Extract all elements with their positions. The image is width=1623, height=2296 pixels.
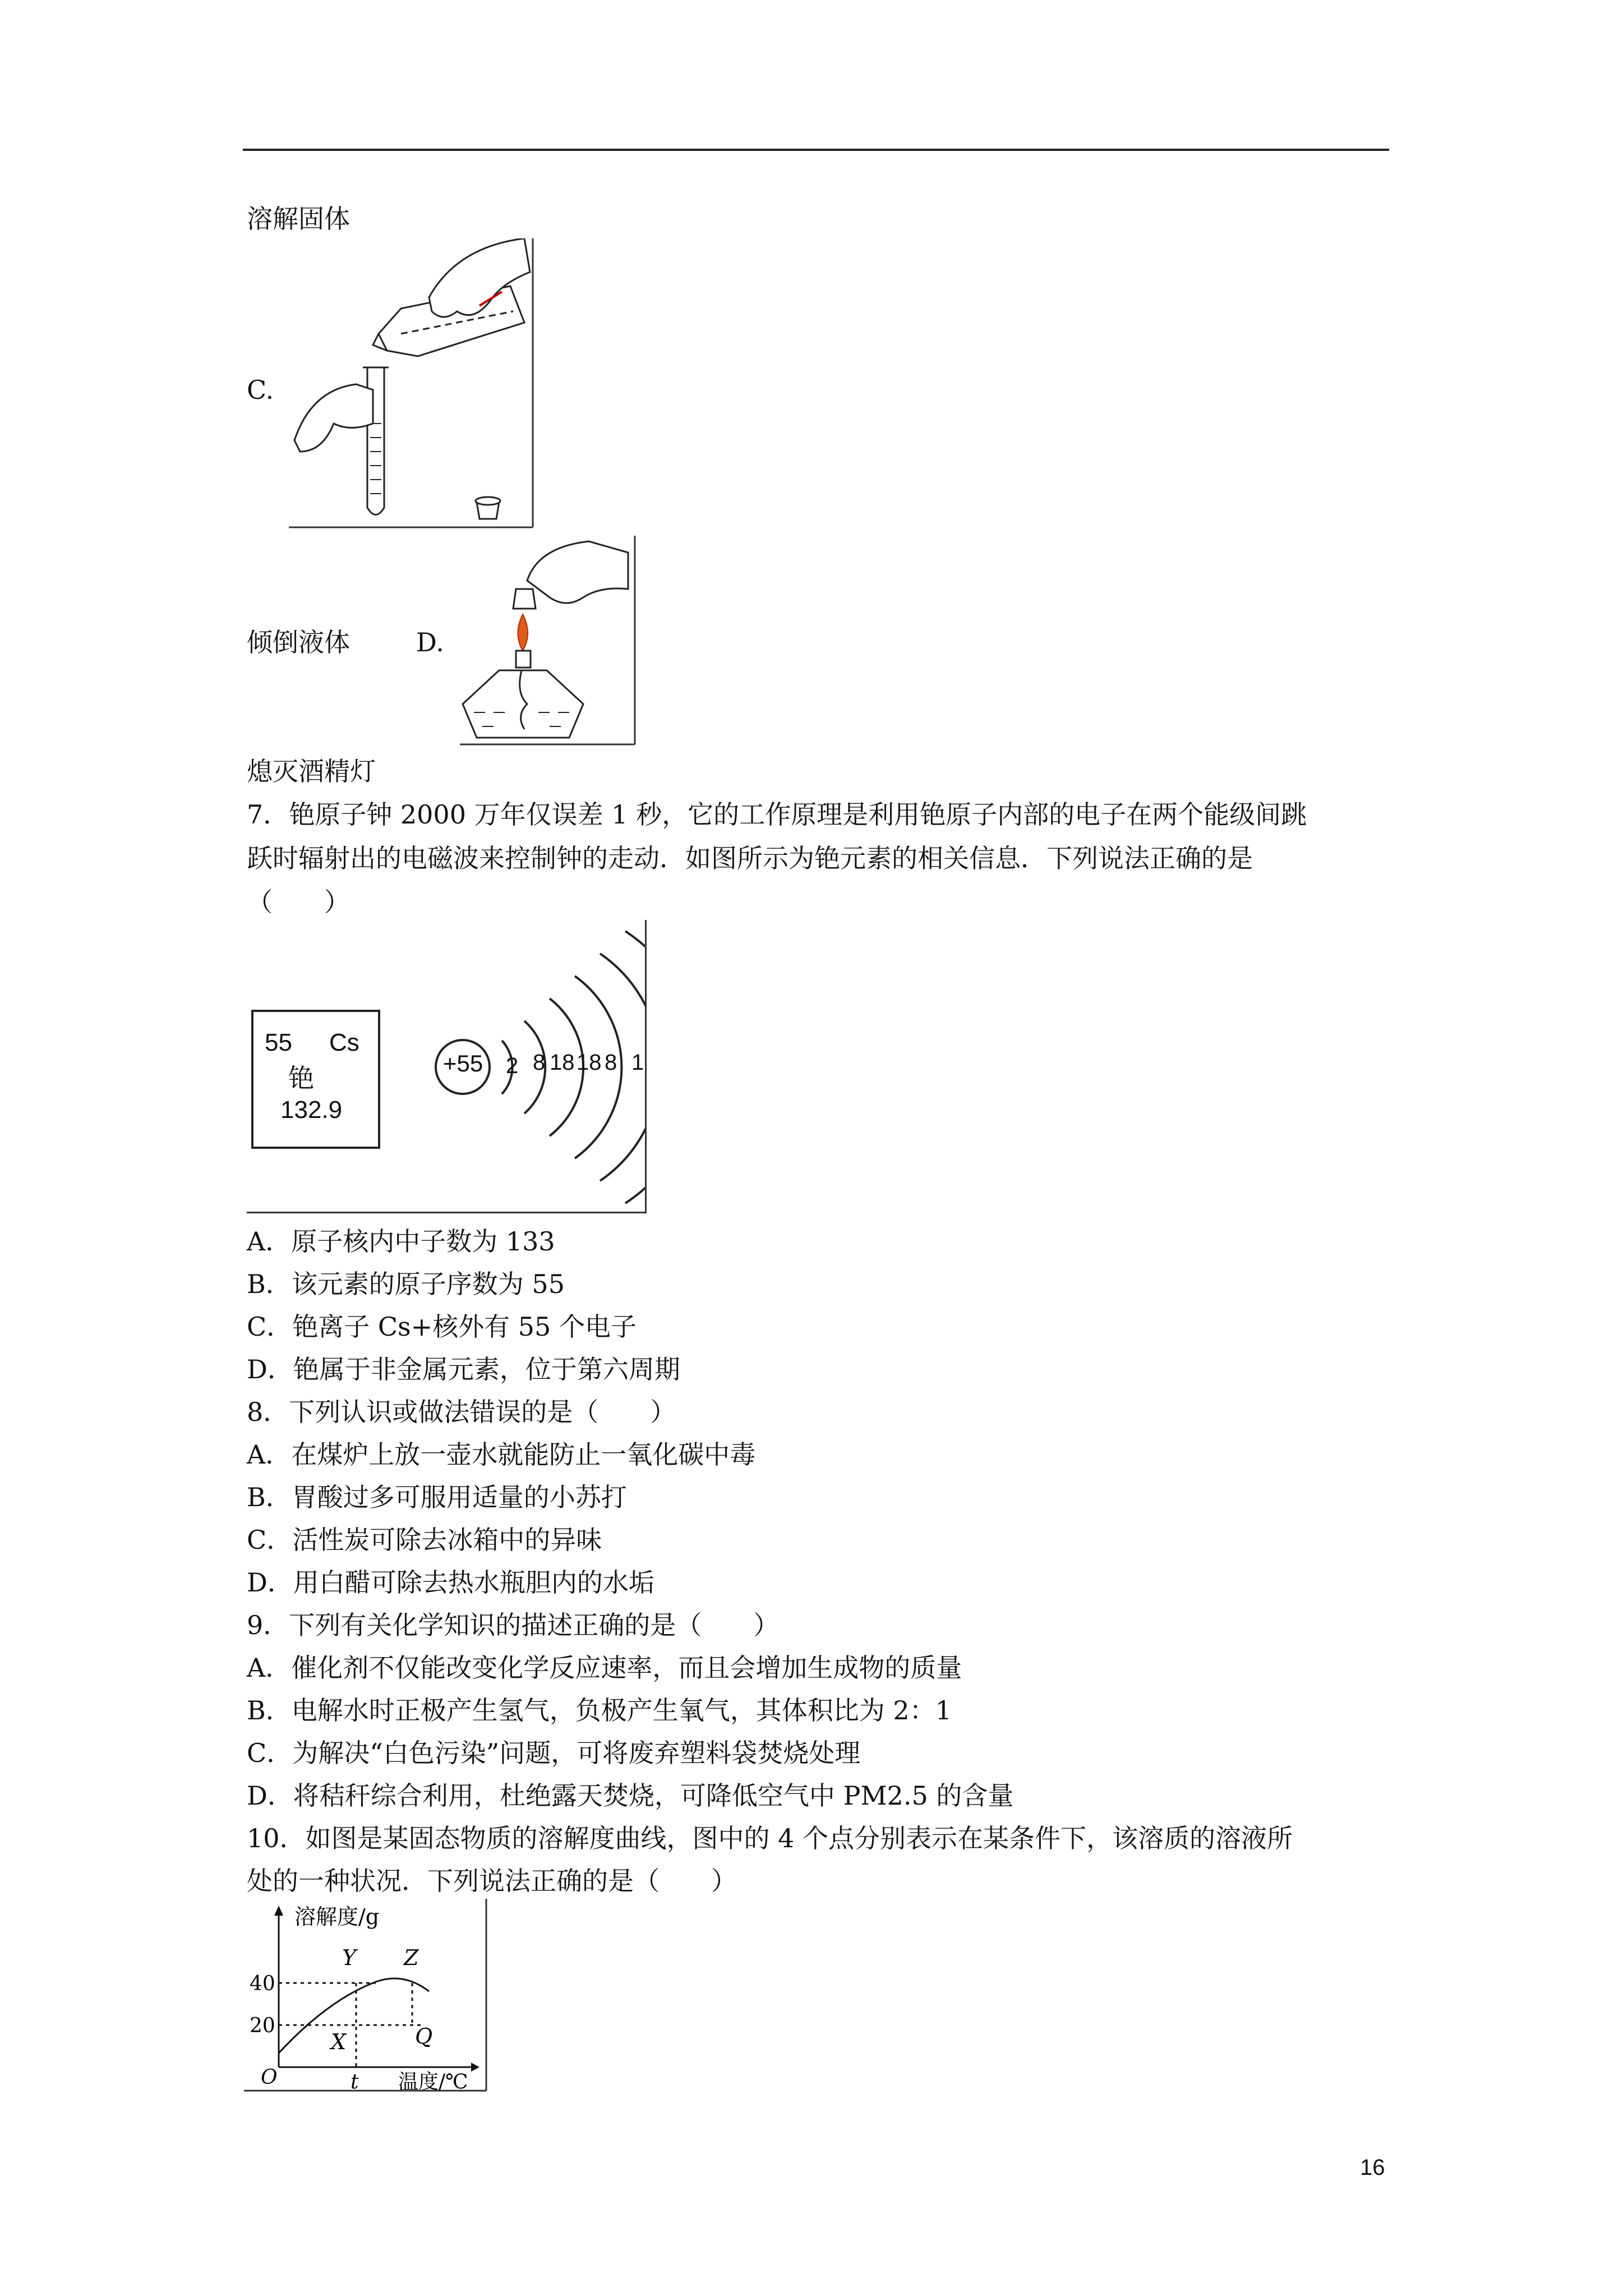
point-z-label: Z [404, 1945, 419, 1970]
point-x-label: X [331, 2030, 347, 2054]
caption-extinguish-lamp: 熄灭酒精灯 [247, 756, 376, 786]
extinguish-lamp-illustration [460, 536, 637, 746]
q8-option-c: C．活性炭可除去冰箱中的异味 [247, 1525, 602, 1555]
shell-6-electrons: 1 [631, 1050, 644, 1075]
element-card [251, 1010, 380, 1149]
caption-pour-liquid: 倾倒液体 [247, 627, 350, 657]
q8-option-b: B．胃酸过多可服用适量的小苏打 [247, 1482, 627, 1512]
q9-option-b: B．电解水时正极产生氢气，负极产生氧气，其体积比为 2：1 [247, 1695, 952, 1726]
q9-option-d: D．将秸秆综合利用，杜绝露天焚烧，可降低空气中 PM2.5 的含量 [247, 1780, 1014, 1811]
caption-dissolve-solid: 溶解固体 [247, 204, 350, 234]
x-axis-label: 温度/℃ [398, 2070, 468, 2092]
q8-option-a: A．在煤炉上放一壶水就能防止一氧化碳中毒 [247, 1439, 756, 1470]
shell-4-electrons: 18 [577, 1050, 602, 1075]
point-q-label: Q [415, 2024, 433, 2049]
shell-3-electrons: 18 [550, 1050, 575, 1075]
y-tick-40: 40 [250, 1972, 275, 1995]
solubility-curve [279, 1978, 429, 2053]
q7-option-d: D．铯属于非金属元素，位于第六周期 [247, 1354, 680, 1384]
header-rule [243, 149, 1389, 151]
origin-label: O [261, 2066, 278, 2089]
q8-option-d: D．用白醋可除去热水瓶胆内的水垢 [247, 1567, 654, 1598]
q10-stem-line2: 处的一种状况．下列说法正确的是（ ） [247, 1866, 737, 1896]
option-c-letter: C. [247, 375, 274, 405]
q7-stem-line2: 跃时辐射出的电磁波来控制钟的走动．如图所示为铯元素的相关信息．下列说法正确的是 [247, 843, 1253, 873]
shell-5-electrons: 8 [605, 1050, 617, 1075]
x-tick-t: t [351, 2070, 359, 2092]
y-axis-label: 溶解度/g [294, 1904, 380, 1929]
q7-option-b: B．该元素的原子序数为 55 [247, 1269, 565, 1299]
option-d-letter: D. [416, 627, 444, 657]
shell-2-electrons: 8 [533, 1050, 546, 1075]
q8-stem: 8．下列认识或做法错误的是（ ） [247, 1397, 676, 1427]
q7-option-a: A．原子核内中子数为 133 [247, 1226, 555, 1257]
pour-liquid-illustration [289, 238, 538, 533]
point-y-label: Y [342, 1945, 357, 1970]
guide-lines [279, 1983, 423, 2067]
atomic-number: 55 [265, 1029, 292, 1056]
q10-stem-line1: 10．如图是某固态物质的溶解度曲线，图中的 4 个点分别表示在某条件下，该溶质的溶液所 [247, 1823, 1293, 1853]
q7-stem-line3: （ ） [247, 887, 350, 917]
cesium-info-figure [247, 920, 647, 1213]
y-tick-20: 20 [250, 2014, 275, 2037]
element-symbol: Cs [329, 1029, 359, 1056]
nucleus-charge: +55 [443, 1050, 483, 1076]
q9-option-c: C．为解决“白色污染”问题，可将废弃塑料袋焚烧处理 [247, 1738, 861, 1768]
shell-1-electrons: 2 [506, 1053, 519, 1078]
q9-stem: 9．下列有关化学知识的描述正确的是（ ） [247, 1610, 780, 1640]
element-name: 铯 [288, 1063, 314, 1093]
solubility-curve-chart [244, 1899, 491, 2092]
q7-option-c: C．铯离子 Cs+核外有 55 个电子 [247, 1312, 637, 1342]
page-number: 16 [1360, 2155, 1385, 2180]
q7-stem-line1: 7．铯原子钟 2000 万年仅误差 1 秒，它的工作原理是利用铯原子内部的电子在两个能级间跳 [247, 799, 1307, 830]
q9-option-a: A．催化剂不仅能改变化学反应速率，而且会增加生成物的质量 [247, 1653, 962, 1683]
atomic-mass: 132.9 [280, 1096, 343, 1124]
